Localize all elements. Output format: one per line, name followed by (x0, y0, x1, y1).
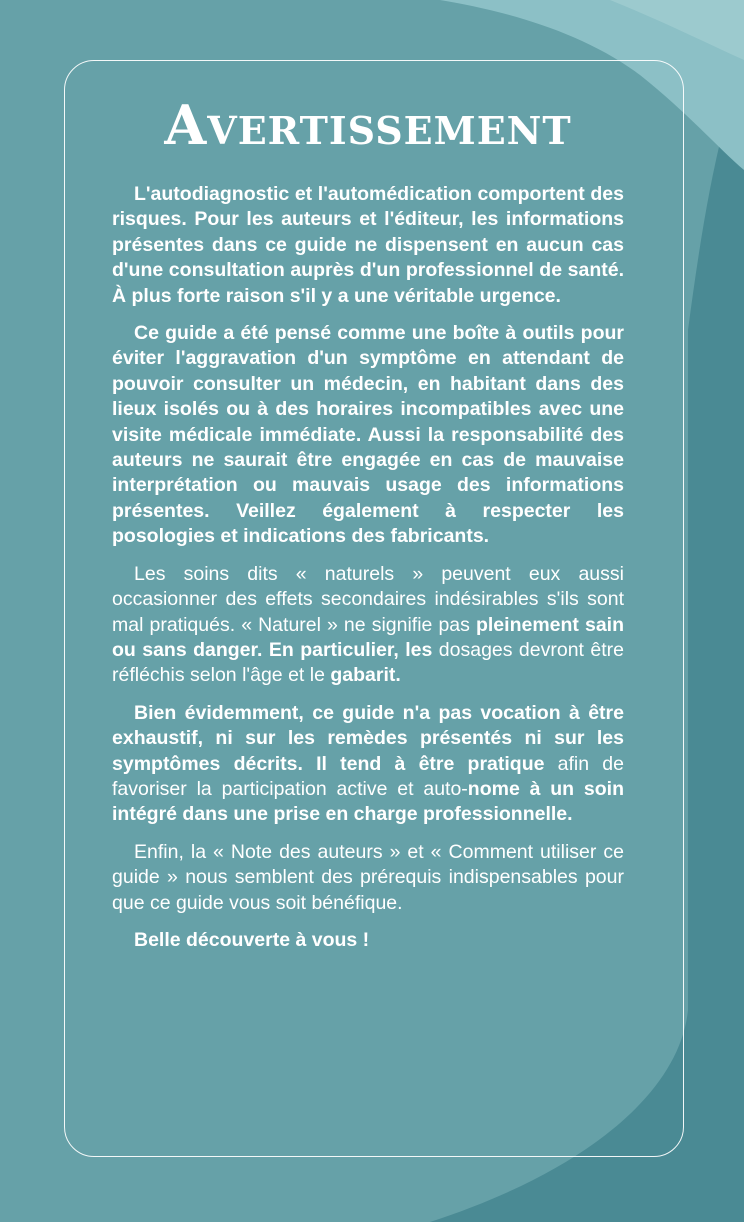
paragraph-natural-care-part3: dosages devront être réfléchis selon l'âge et le (112, 638, 624, 687)
paragraph-natural-care-part2: pleinement sain ou sans danger. En particulier, les (112, 613, 624, 661)
paragraph-natural-care-part4: gabarit. (324, 664, 401, 687)
paragraph-not-exhaustive-part3: nome à un soin intégré dans une prise en charge professionnelle. (112, 777, 624, 826)
paragraph-toolbox: Ce guide a été pensé comme une boîte à outils pour éviter l'aggravation d'un symptôme en attendant de pouvoir consulter un médecin, en habitant dans des lieux isolés ou à des horaires incompatibles avec une visite médicale immédiate. Aussi la responsabilité des auteurs ne saurait être engagée en cas de mauvaise interprétation ou mauvais usage des informations présentes. Veillez également à respecter les posologies et indications des fabricants. (112, 322, 624, 548)
warning-content (112, 90, 624, 953)
paragraph-not-exhaustive (112, 701, 624, 828)
paragraph-natural-care (112, 562, 624, 689)
paragraph-not-exhaustive-part1: Bien évidemment, ce guide n'a pas vocation à être exhaustif, ni sur les remèdes présentés ni sur les symptômes décrits. Il tend à être pratique (112, 701, 624, 775)
paragraph-prerequisites: Enfin, la « Note des auteurs » et « Comment utiliser ce guide » nous semblent des prérequis indispensables pour que ce guide vous soit bénéfique. (112, 840, 624, 914)
closing-line: Belle découverte à vous ! (134, 928, 370, 951)
paragraph-risks: L'autodiagnostic et l'automédication comportent des risques. Pour les auteurs et l'éditeur, les informations présentes dans ce guide ne dispensent en aucun cas d'une consultation auprès d'un professionnel de santé. À plus forte raison s'il y a une véritable urgence. (112, 183, 624, 307)
paragraph-not-exhaustive-part2: afin de favoriser la participation active et auto- (112, 752, 624, 800)
page-title: Avertissement (164, 93, 572, 157)
paragraph-natural-care-part1: Les soins dits « naturels » peuvent eux aussi occasionner des effets secondaires indésirables s'ils sont mal pratiqués. « Naturel » ne signifie pas (112, 562, 624, 636)
